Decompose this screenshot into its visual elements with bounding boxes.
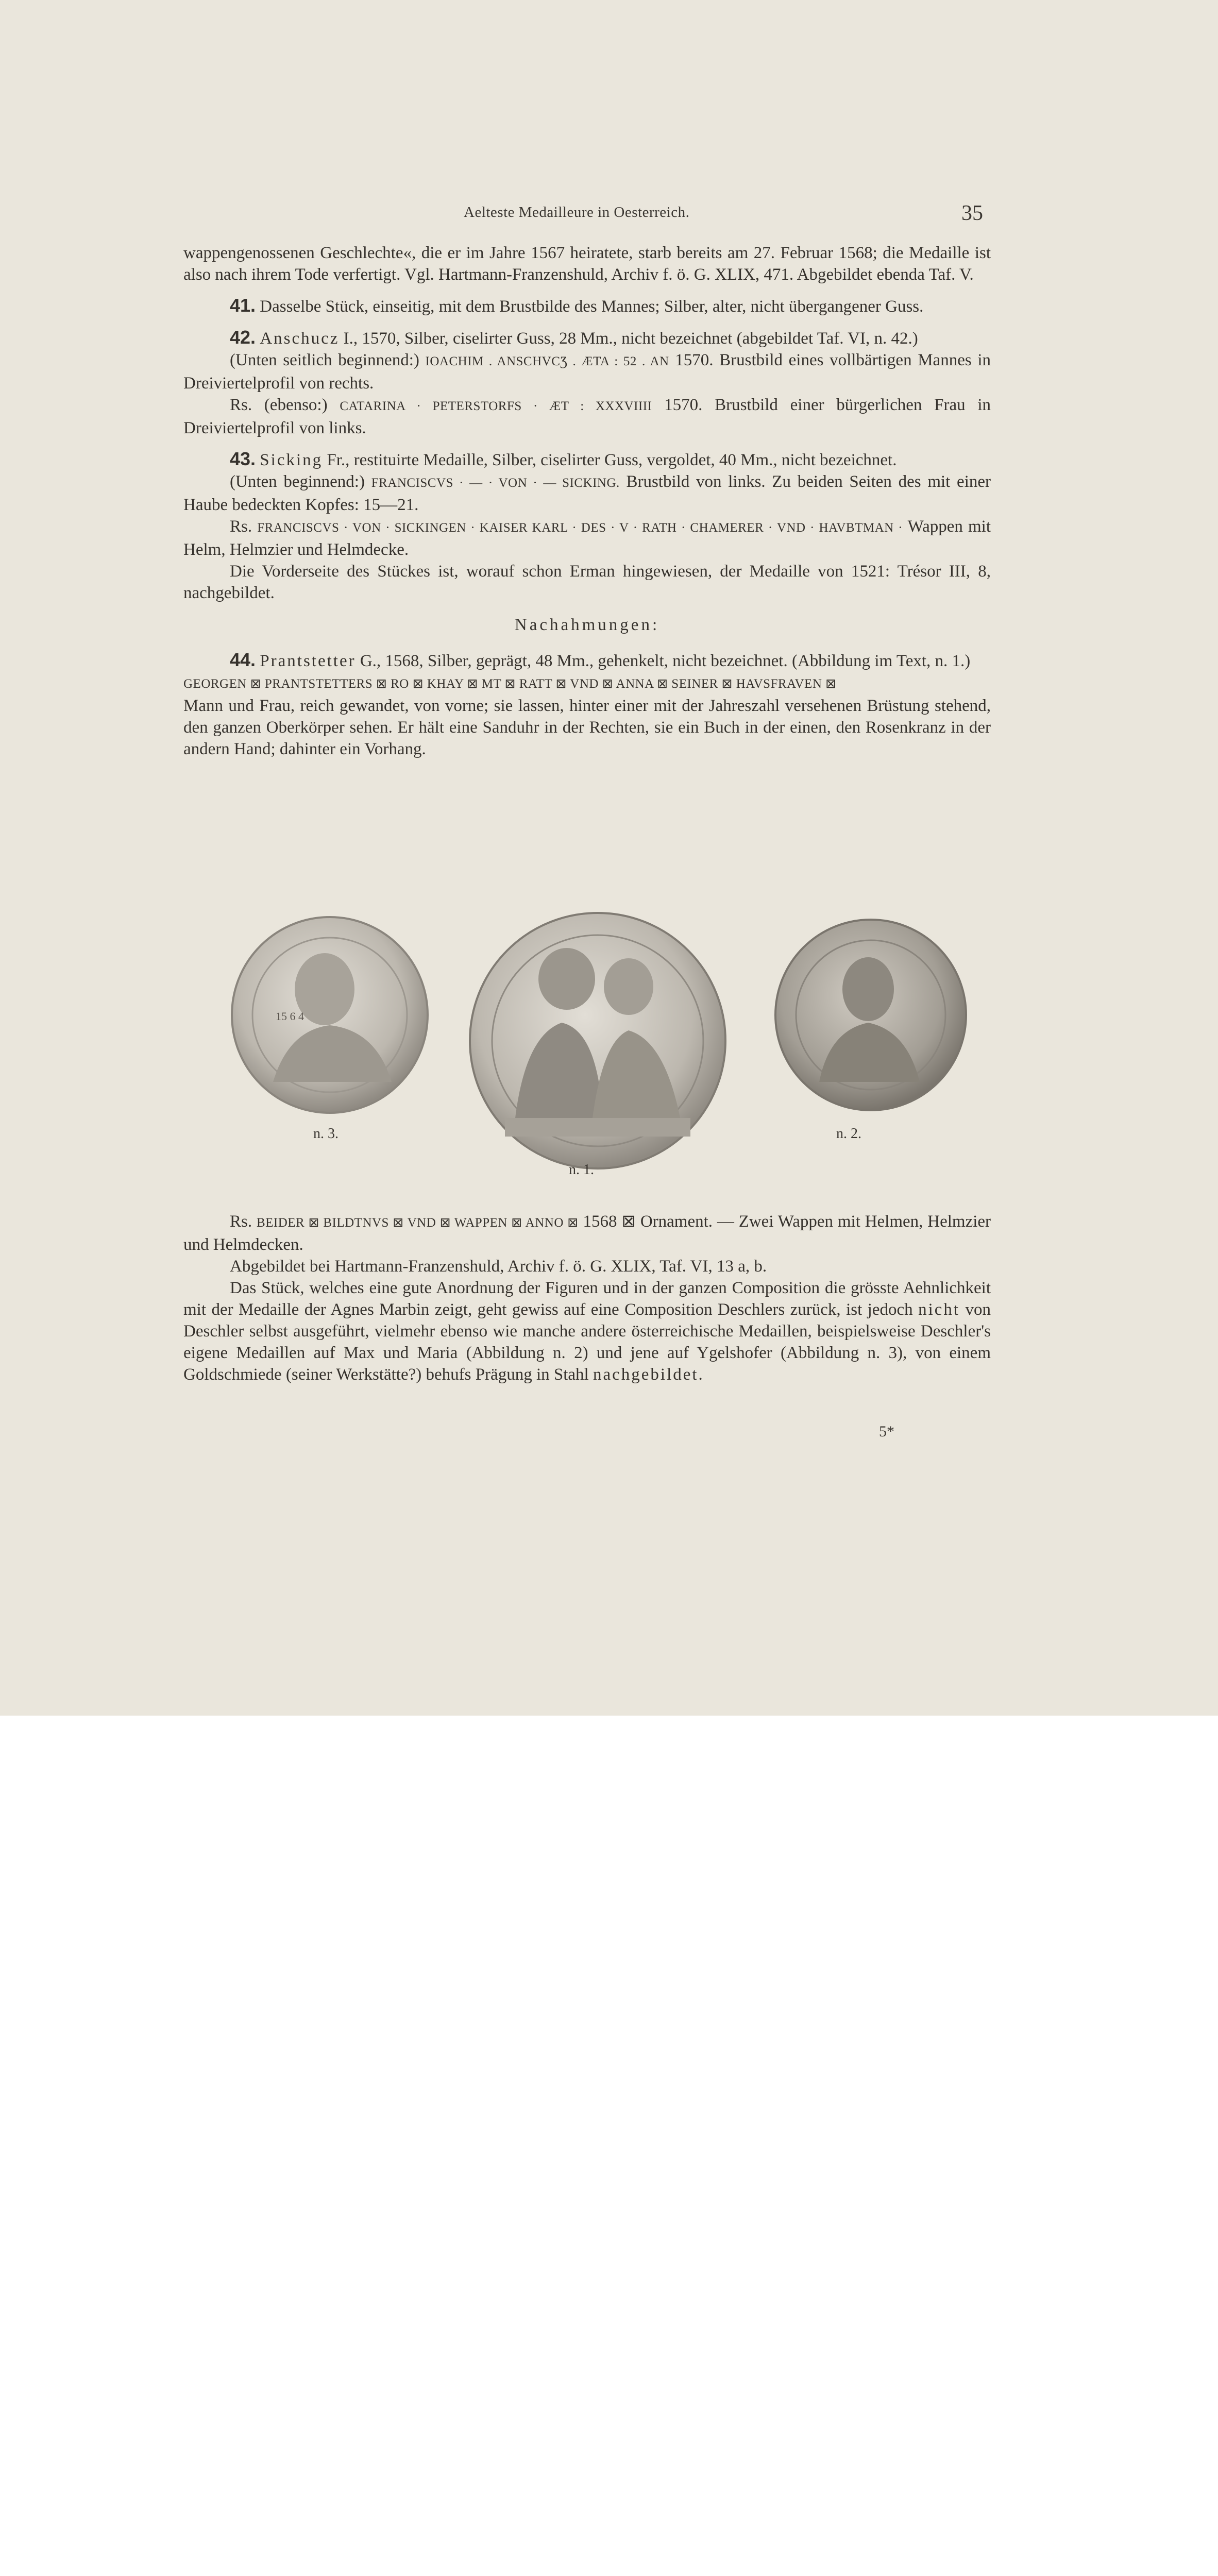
entry-42-reverse — [183, 394, 991, 439]
obverse-legend: FRANCISCVS · — · VON · — SICKING. — [371, 476, 620, 490]
obverse-legend: IOACHIM . ANSCHVCƷ . ÆTA : 52 . AN — [425, 354, 669, 368]
entry-44-reverse — [183, 1211, 991, 1256]
digitization-footer — [0, 1716, 1218, 1820]
entry-number: 43. — [230, 448, 256, 469]
entry-41 — [183, 295, 991, 317]
entry-44-reference: Abgebildet bei Hartmann-Franzenshuld, Archiv f. ö. G. XLIX, Taf. VI, 13 a, b. — [230, 1257, 767, 1276]
entry-42-obverse — [183, 349, 991, 394]
entry-44 — [183, 649, 991, 672]
entry-43-note: Die Vorderseite des Stückes ist, worauf schon Erman hingewiesen, der Medaille von 1521: Trésor III, 8, nachgebildet. — [183, 562, 991, 602]
reverse-description: 1568 ⊠ Ornament. — Zwei Wappen mit Helmen, Helmzier und Helmdecken. — [183, 1212, 991, 1254]
caption-n3: n. 3. — [313, 1126, 339, 1142]
entry-name: Anschucz — [260, 329, 340, 348]
entry-44-description: Mann und Frau, reich gewandet, von vorne; sie lassen, hinter einer mit der Jahreszahl versehenen Brüstung stehend, den ganzen Oberkörper sehen. Er hält eine Sanduhr in der Rechten, sie ein Buch in der einen, den Rosenkranz in der andern Hand; dahinter ein Vorhang. — [183, 697, 991, 758]
reverse-legend: CATARINA · PETERSTORFS · ÆT : XXXVIIII — [340, 399, 652, 413]
entry-text: Dasselbe Stück, einseitig, mit dem Brustbilde des Mannes; Silber, alter, nicht übergangener Guss. — [260, 297, 924, 316]
entry-number: 42. — [230, 327, 256, 348]
signature-mark: 5* — [879, 1423, 894, 1440]
running-header — [0, 201, 1218, 232]
text-block-lower — [183, 1211, 991, 1395]
paragraph-continuation: wappengenossenen Geschlechte«, die er im Jahre 1567 heiratete, starb bereits am 27. Februar 1568; die Medaille ist also nach ihrem Tode verfertigt. Vgl. Hartmann-Franzenshuld, Archiv f. ö. G. XLIX, 471. Abgebildet ebenda Taf. V. — [183, 244, 991, 284]
text-block-upper — [183, 242, 991, 769]
reverse-description: 1570. Brustbild einer bürgerlichen Frau in Dreiviertelprofil von links. — [183, 396, 991, 437]
medal-n3 — [232, 917, 428, 1113]
entry-42 — [183, 327, 991, 349]
obverse-prefix: (Unten seitlich beginnend:) — [230, 351, 419, 369]
reverse-prefix: Rs. — [230, 517, 252, 536]
entry-name: Prantstetter — [260, 652, 356, 670]
obverse-description: Brustbild von links. Zu beiden Seiten des mit einer Haube bedeckten Kopfes: 15—21. — [183, 472, 991, 514]
entry-name: Sicking — [260, 451, 323, 469]
entry-number: 44. — [230, 649, 256, 670]
obverse-legend: GEORGEN ⊠ PRANTSTETTERS ⊠ RO ⊠ KHAY ⊠ MT ⊠ RATT ⊠ VND ⊠ ANNA ⊠ SEINER ⊠ HAVSFRAVEN ⊠ — [183, 677, 837, 691]
entry-text: I., 1570, Silber, ciselirter Guss, 28 Mm., nicht bezeichnet (abgebildet Taf. VI, n. 42.) — [343, 329, 918, 348]
entry-43 — [183, 448, 991, 471]
comment-emphasis: nicht — [918, 1300, 960, 1319]
page-number: 35 — [961, 201, 983, 225]
comment-part: Das Stück, welches eine gute Anordnung der Figuren und in der ganzen Composition die grösste Aehnlichkeit mit der Medaille der Agnes Marbin zeigt, geht gewiss auf eine Composition Deschlers zurück, ist jedoch — [183, 1279, 991, 1319]
entry-43-obverse — [183, 471, 991, 516]
reverse-prefix: Rs. — [230, 1212, 252, 1231]
caption-n2: n. 2. — [836, 1126, 861, 1142]
obverse-prefix: (Unten beginnend:) — [230, 472, 365, 491]
obverse-description: 1570. Brustbild eines vollbärtigen Mannes in Dreiviertelprofil von rechts. — [183, 351, 991, 393]
entry-44-legend — [183, 672, 991, 695]
medal-illustrations — [227, 912, 989, 1180]
comment-part: von Deschler selbst ausgeführt, vielmehr ebenso wie manche andere österreichische Medaillen, beispielsweise Deschler's eigene Medaillen auf Max und Maria (Abbildung n. 2) und jene auf Ygelshofer (Abbildung n. 3), von einem Goldschmiede (seiner Werkstätte?) behufs Prägung in Stahl — [183, 1300, 991, 1384]
comment-emphasis: nachgebildet. — [593, 1365, 704, 1384]
medal-n2 — [775, 920, 966, 1110]
section-heading: Nachahmungen: — [514, 616, 660, 634]
reverse-prefix: Rs. (ebenso:) — [230, 396, 328, 414]
entry-text: Fr., restituirte Medaille, Silber, ciselirter Guss, vergoldet, 40 Mm., nicht bezeichnet. — [327, 451, 897, 469]
reverse-description: Wappen mit Helm, Helmzier und Helmdecke. — [183, 517, 991, 559]
medal-figure — [227, 912, 989, 1180]
entry-text: G., 1568, Silber, geprägt, 48 Mm., gehenkelt, nicht bezeichnet. (Abbildung im Text, n. 1.) — [360, 652, 971, 670]
medal-date: 15 6 4 — [276, 1010, 304, 1023]
entry-number: 41. — [230, 295, 256, 316]
running-title: Aelteste Medailleure in Oesterreich. — [464, 204, 690, 221]
medal-n1 — [470, 913, 725, 1168]
reverse-legend: BEIDER ⊠ BILDTNVS ⊠ VND ⊠ WAPPEN ⊠ ANNO ⊠ — [256, 1216, 579, 1230]
caption-n1: n. 1. — [569, 1162, 594, 1178]
reverse-legend: FRANCISCVS · VON · SICKINGEN · KAISER KARL · DES · V · RATH · CHAMERER · VND · HAVBTMAN · — [257, 521, 903, 535]
entry-43-reverse — [183, 516, 991, 561]
entry-44-comment — [183, 1277, 991, 1385]
